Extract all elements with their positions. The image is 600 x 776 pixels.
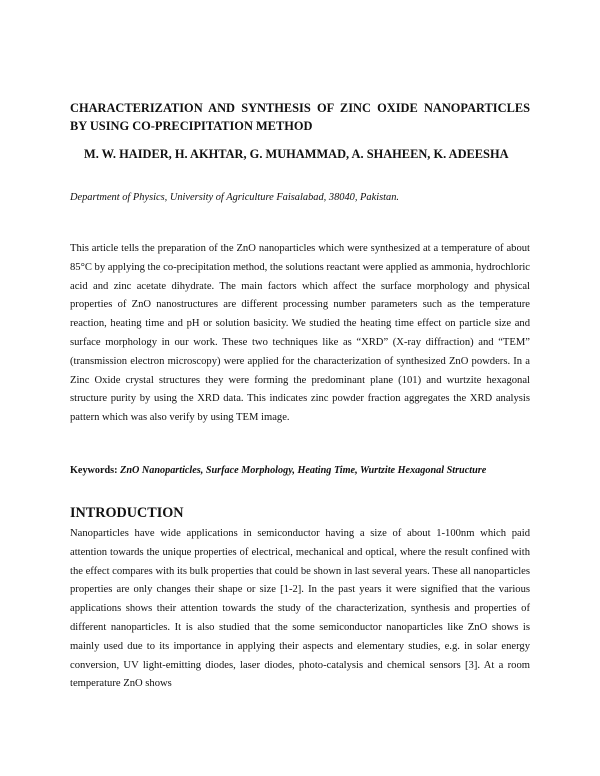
paper-title: CHARACTERIZATION AND SYNTHESIS OF ZINC OXIDE NANOPARTICLES BY USING CO-PRECIPITATION METHOD: [70, 101, 530, 133]
abstract-text: This article tells the preparation of the ZnO nanoparticles which were synthesized at a temperature of about 85°C by applying the co-precipitation method, the solutions reactant were applied as ammonia, hydrochloric acid and zinc acetate dihydrate. The main factors which affect the surface morphology and physical properties of ZnO nanostructures are different processing number parameters such as the temperature reaction, heating time and pH or solution basicity. We studied the heating time effect on particle size and surface morphology in our work. These two techniques like as “XRD” (X-ray diffraction) and “TEM” (transmission electron microscopy) were applied for the characterization of synthesized ZnO powders. In a Zinc Oxide crystal structures they were forming the predominant plane (101) and wurtzite hexagonal structure purity by using the XRD data. This indicates zinc powder fraction aggregates the XRD analysis pattern which was also verify by using TEM image.: [70, 243, 530, 424]
keywords-label: Keywords:: [70, 465, 118, 476]
keywords-list: ZnO Nanoparticles, Surface Morphology, Heating Time, Wurtzite Hexagonal Structure: [120, 465, 487, 476]
affiliation: Department of Physics, University of Agriculture Faisalabad, 38040, Pakistan.: [70, 192, 399, 203]
introduction-text: Nanoparticles have wide applications in semiconductor having a size of about 1-100nm which paid attention towards the unique properties of electrical, mechanical and optical, where the result confined with the effect compares with its bulk properties that could be shown in last several years. These all nanoparticles properties are only changes their shape or size [1-2]. In the past years it were signified that the various applications shows their attention towards the study of the characterization, synthesis and properties of different nanoparticles. It is also studied that the some semiconductor nanoparticles like ZnO shows is mainly used due to its importance in applying their aspects and elementary studies, e.g. in solar energy conversion, UV light-emitting diodes, laser diodes, photo-catalysis and chemical sensors [3]. At a room temperature ZnO shows: [70, 528, 530, 690]
keywords-line: [70, 463, 530, 479]
section-heading-introduction: INTRODUCTION: [70, 505, 184, 521]
author-list: M. W. HAIDER, H. AKHTAR, G. MUHAMMAD, A. SHAHEEN, K. ADEESHA: [84, 147, 509, 161]
